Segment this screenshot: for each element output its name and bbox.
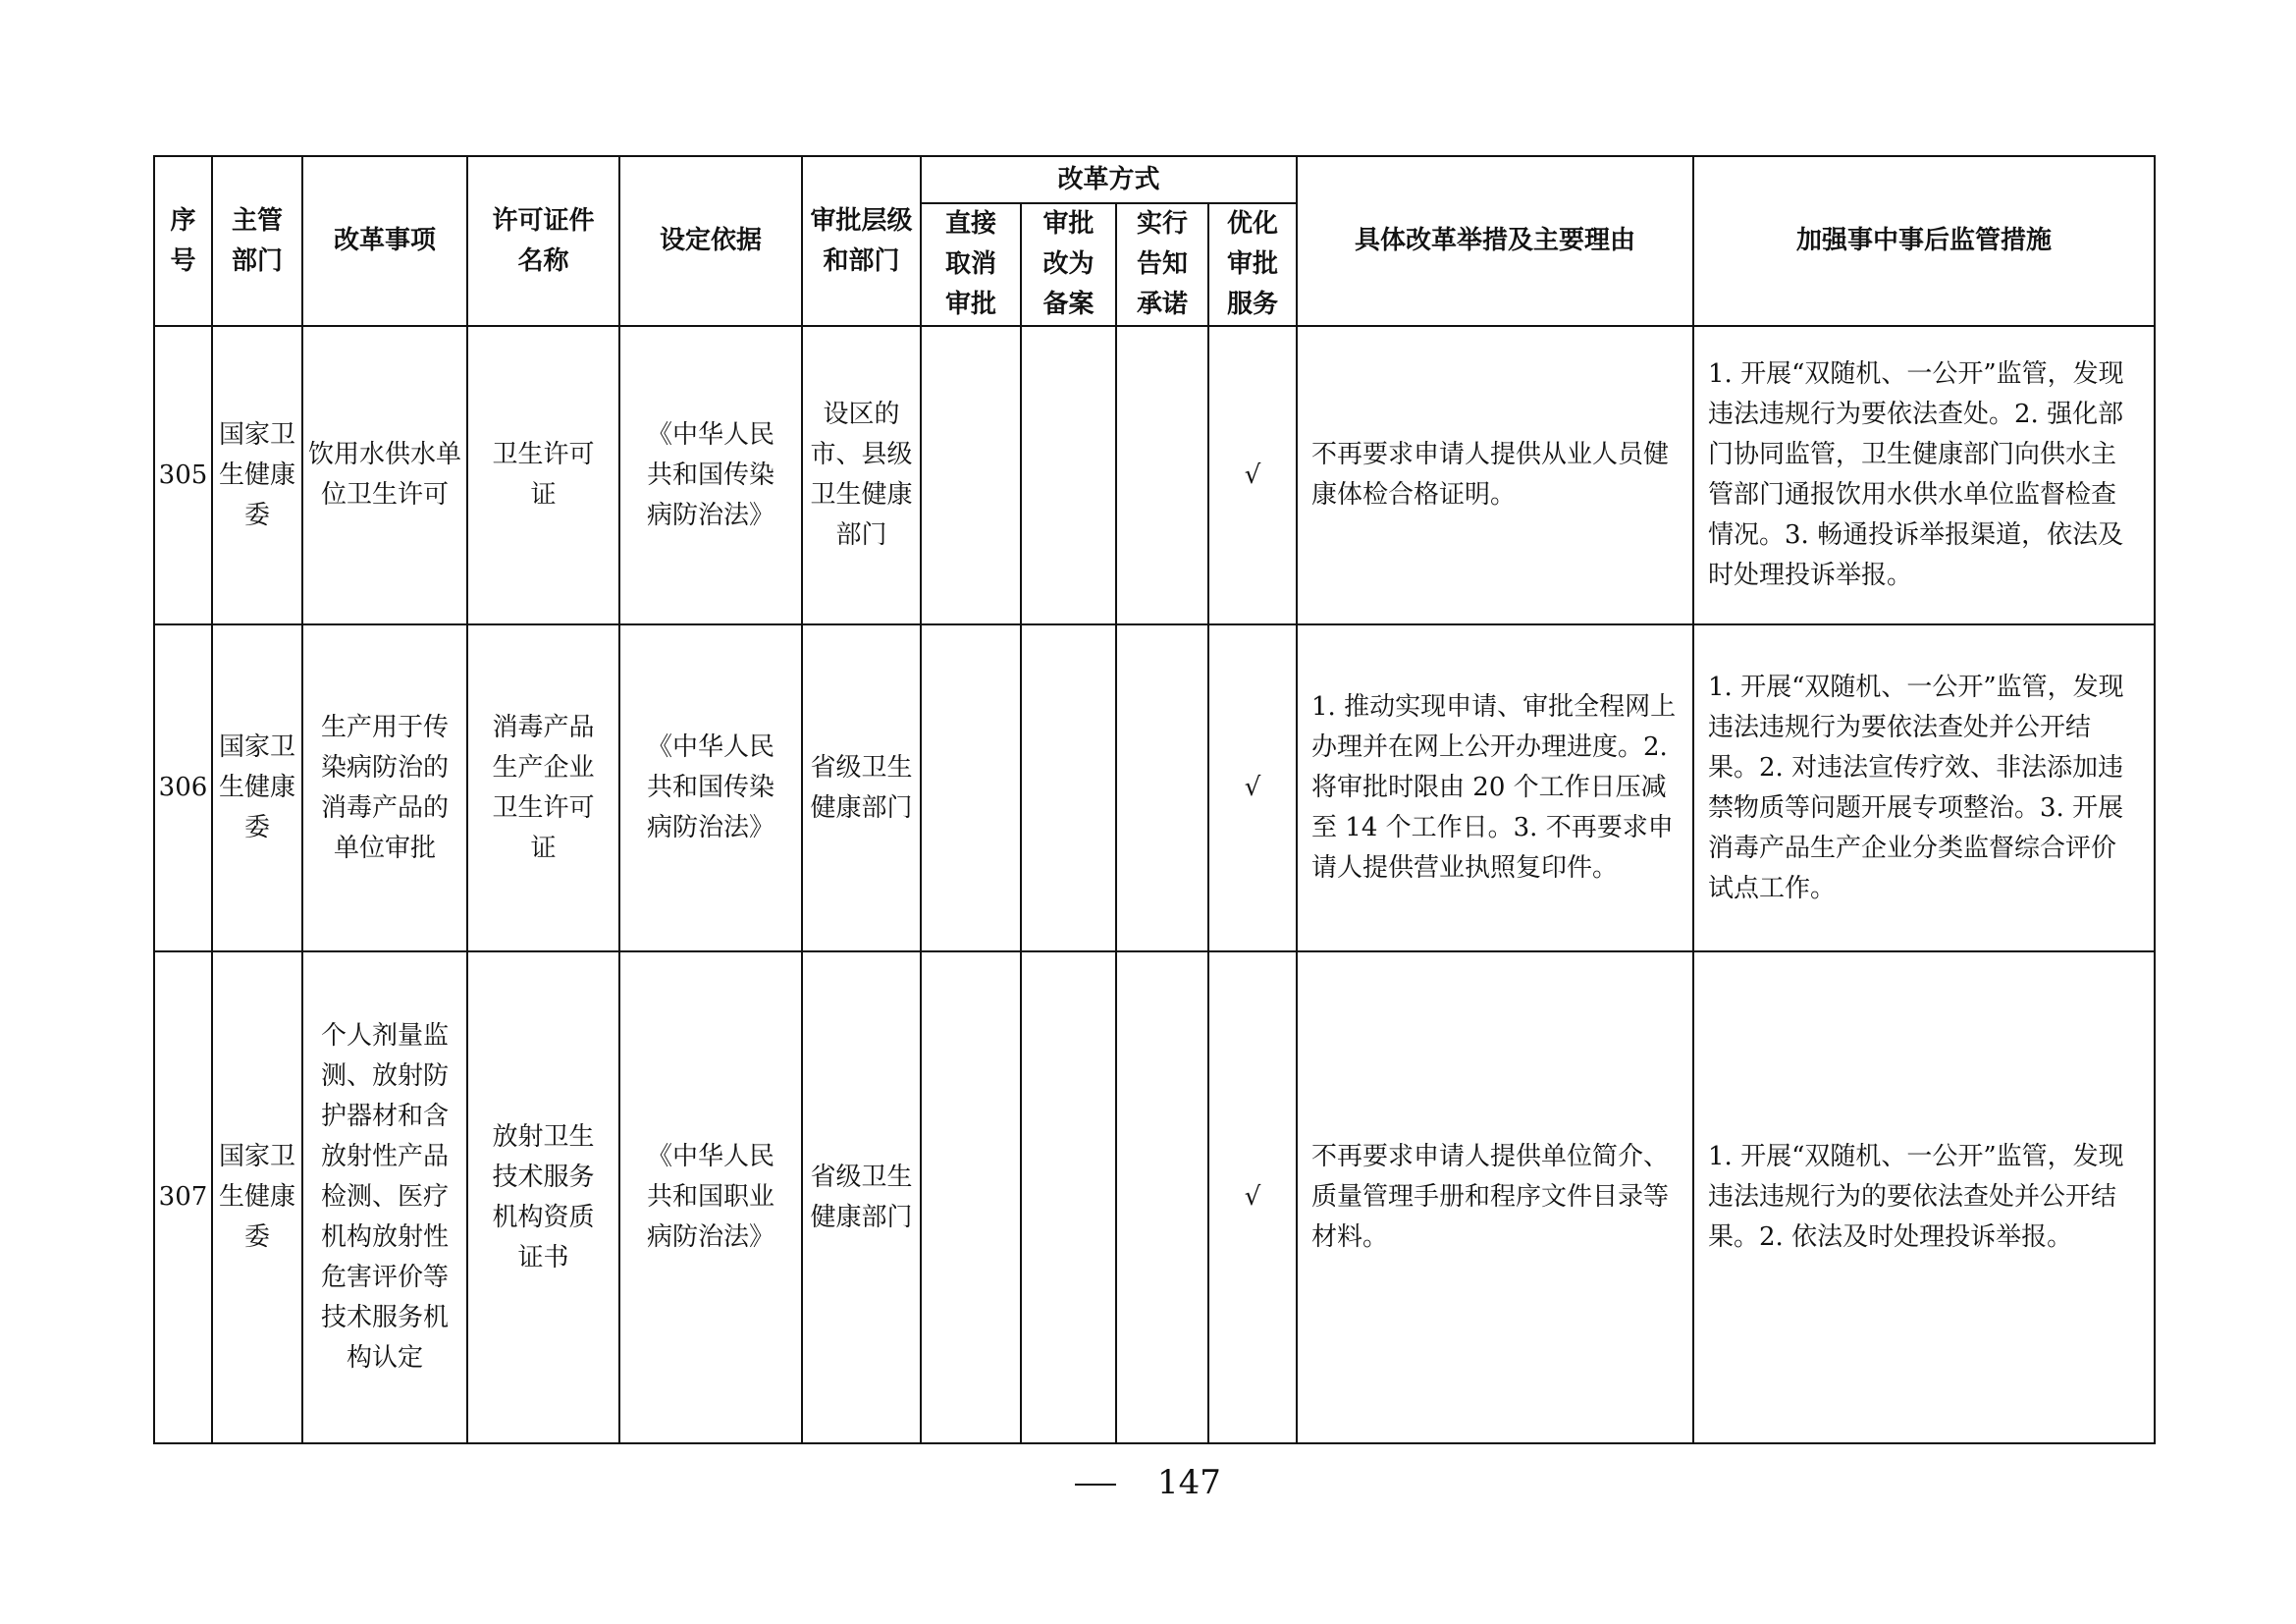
header-mode-notify: 实行告知承诺	[1116, 203, 1208, 326]
page-number-dash	[1075, 1484, 1116, 1486]
cell-mode-cancel	[921, 326, 1021, 624]
page-number: 147	[0, 1463, 2296, 1502]
cell-mode-cancel	[921, 624, 1021, 951]
table-row	[154, 624, 2155, 951]
cell-item: 饮用水供水单位卫生许可	[302, 326, 467, 624]
header-basis: 设定依据	[619, 156, 802, 326]
cell-seq: 307	[154, 951, 212, 1443]
cell-level: 设区的市、县级卫生健康部门	[802, 326, 921, 624]
table-row	[154, 951, 2155, 1443]
cell-mode-optimize-check: √	[1208, 624, 1297, 951]
cell-mode-record	[1021, 951, 1116, 1443]
cell-level: 省级卫生健康部门	[802, 624, 921, 951]
cell-supervision: 1. 开展“双随机、一公开”监管，发现违法违规行为要依法查处。2. 强化部门协同监管，卫生健康部门向供水主管部门通报饮用水供水单位监督检查情况。3. 畅通投诉举报渠道，依法及时处理投诉举报。	[1693, 326, 2155, 624]
header-mode-optimize: 优化审批服务	[1208, 203, 1297, 326]
cell-mode-cancel	[921, 951, 1021, 1443]
cell-item: 生产用于传染病防治的消毒产品的单位审批	[302, 624, 467, 951]
cell-mode-notify	[1116, 951, 1208, 1443]
cell-mode-notify	[1116, 624, 1208, 951]
header-mode-record: 审批改为备案	[1021, 203, 1116, 326]
header-seq: 序号	[154, 156, 212, 326]
header-dept: 主管部门	[212, 156, 302, 326]
cell-seq: 305	[154, 326, 212, 624]
cell-mode-notify	[1116, 326, 1208, 624]
header-reform-mode: 改革方式	[921, 156, 1297, 203]
cell-seq: 306	[154, 624, 212, 951]
cell-item: 个人剂量监测、放射防护器材和含放射性产品检测、医疗机构放射性危害评价等技术服务机构认定	[302, 951, 467, 1443]
cell-supervision: 1. 开展“双随机、一公开”监管，发现违法违规行为的要依法查处并公开结果。2. 依法及时处理投诉举报。	[1693, 951, 2155, 1443]
cell-supervision: 1. 开展“双随机、一公开”监管，发现违法违规行为要依法查处并公开结果。2. 对违法宣传疗效、非法添加违禁物质等问题开展专项整治。3. 开展消毒产品生产企业分类监督综合评价试点工作。	[1693, 624, 2155, 951]
cell-basis: 《中华人民共和国传染病防治法》	[619, 326, 802, 624]
cell-mode-optimize-check: √	[1208, 951, 1297, 1443]
cell-dept: 国家卫生健康委	[212, 326, 302, 624]
cell-license: 卫生许可证	[467, 326, 619, 624]
header-mode-cancel: 直接取消审批	[921, 203, 1021, 326]
header-level: 审批层级和部门	[802, 156, 921, 326]
cell-measures: 不再要求申请人提供从业人员健康体检合格证明。	[1297, 326, 1693, 624]
cell-mode-record	[1021, 624, 1116, 951]
header-supervision: 加强事中事后监管措施	[1693, 156, 2155, 326]
header-license: 许可证件名称	[467, 156, 619, 326]
cell-mode-record	[1021, 326, 1116, 624]
cell-license: 放射卫生技术服务机构资质证书	[467, 951, 619, 1443]
cell-license: 消毒产品生产企业卫生许可证	[467, 624, 619, 951]
cell-mode-optimize-check: √	[1208, 326, 1297, 624]
header-item: 改革事项	[302, 156, 467, 326]
table-row	[154, 326, 2155, 624]
cell-basis: 《中华人民共和国传染病防治法》	[619, 624, 802, 951]
cell-measures: 不再要求申请人提供单位简介、质量管理手册和程序文件目录等材料。	[1297, 951, 1693, 1443]
cell-level: 省级卫生健康部门	[802, 951, 921, 1443]
cell-basis: 《中华人民共和国职业病防治法》	[619, 951, 802, 1443]
cell-measures: 1. 推动实现申请、审批全程网上办理并在网上公开办理进度。2. 将审批时限由 20 个工作日压减至 14 个工作日。3. 不再要求申请人提供营业执照复印件。	[1297, 624, 1693, 951]
header-measures: 具体改革举措及主要理由	[1297, 156, 1693, 326]
cell-dept: 国家卫生健康委	[212, 951, 302, 1443]
reform-table	[153, 155, 2156, 1444]
cell-dept: 国家卫生健康委	[212, 624, 302, 951]
